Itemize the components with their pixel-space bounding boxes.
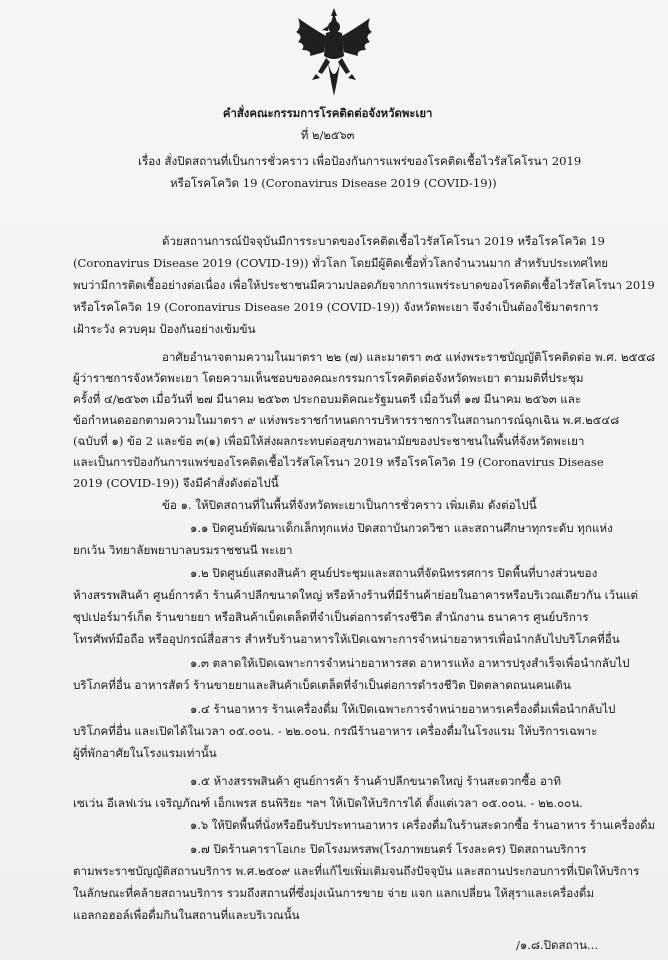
body-line: โทรศัพท์มือถือ หรืออุปกรณ์สื่อสาร สำหรับร้านอาหารให้เปิดเฉพาะการจำหน่ายอาหารเพื่อนำกลับไปบริโภคที่อื่น	[73, 632, 620, 646]
body-line: (Coronavirus Disease 2019 (COVID-19)) ทั่วโลก โดยมีผู้ติดเชื้อทั่วโลกจำนวนมาก สำหรับประเทศไทย	[73, 256, 609, 270]
body-line: ครั้งที่ ๔/๒๕๖๓ เมื่อวันที่ ๒๗ มีนาคม ๒๕๖๓ ประกอบมติคณะรัฐมนตรี เมื่อวันที่ ๑๗ มีนาคม ๒๕๖๓ และ	[73, 392, 582, 406]
clause-item: ๑.๔ ร้านอาหาร ร้านเครื่องดื่ม ให้เปิดเฉพาะการจำหน่ายอาหารเครื่องดื่มเพื่อนำกลับไป	[190, 702, 616, 716]
order-number: ที่ ๒/๒๕๖๓	[300, 128, 355, 142]
body-line: ตามพระราชบัญญัติสถานบริการ พ.ศ.๒๕๐๙ และที่แก้ไขเพิ่มเติมจนถึงปัจจุบัน และสถานประกอบการที่เปิดให้บริการ	[73, 864, 640, 878]
clause-item: ๑.๓ ตลาดให้เปิดเฉพาะการจำหน่ายอาหารสด อาหารแห้ง อาหารปรุงสำเร็จเพื่อนำกลับไป	[190, 656, 630, 670]
body-line: ผู้ที่พักอาศัยในโรงแรมเท่านั้น	[73, 746, 217, 760]
body-line: บริโภคที่อื่น และเปิดได้ในเวลา ๐๕.๐๐น. - ๒๒.๐๐น. กรณีร้านอาหาร เครื่องดื่มในโรงแรม ให้บริการเฉพาะ	[73, 724, 598, 738]
body-line: แอลกอฮอล์เพื่อดื่มกินในสถานที่และบริเวณนั้น	[73, 908, 300, 922]
body-line: เฝ้าระวัง ควบคุม ป้องกันอย่างเข้มข้น	[73, 322, 256, 336]
body-line: เซเว่น อีเลฟเว่น เจริญภัณฑ์ เอ็กเพรส ธนพิริยะ ฯลฯ ให้เปิดให้บริการได้ ตั้งแต่เวลา ๐๕.๐๐น. - ๒๒.๐๐น.	[73, 796, 583, 810]
clause-item: ๑.๕ ห้างสรรพสินค้า ศูนย์การค้า ร้านค้าปลีกขนาดใหญ่ ร้านสะดวกซื้อ อาทิ	[190, 774, 562, 788]
continuation-note: /๑.๘.ปิดสถาน...	[516, 938, 599, 952]
body-line: อาศัยอำนาจตามความในมาตรา ๒๒ (๗) และมาตรา ๓๕ แห่งพระราชบัญญัติโรคติดต่อ พ.ศ. ๒๕๕๘	[162, 350, 656, 364]
clause-item: ๑.๗ ปิดร้านคาราโอเกะ ปิดโรงมหรสพ(โรงภาพยนตร์ โรงละคร) ปิดสถานบริการ	[190, 842, 587, 856]
clause-heading: ข้อ ๑. ให้ปิดสถานที่ในพื้นที่จังหวัดพะเยาเป็นการชั่วคราว เพิ่มเติม ดังต่อไปนี้	[162, 498, 537, 512]
body-line: (ฉบับที่ ๑) ข้อ 2 และข้อ ๓(๑) เพื่อมิให้ส่งผลกระทบต่อสุขภาพอนามัยของประชาชนในพื้นที่จังหวัดพะเยา	[73, 434, 585, 448]
body-line: พบว่ามีการติดเชื้ออย่างต่อเนื่อง เพื่อให้ประชาชนมีความปลอดภัยจากการแพร่ระบาดของโรคติดเชื้อไวรัสโคโรนา 2019	[73, 278, 655, 292]
body-line: บริโภคที่อื่น อาหารสัตว์ ร้านขายยาและสินค้าเบ็ดเตล็ดที่จำเป็นต่อการดำรงชีวิต ปิดตลาดถนนคนเดิน	[73, 678, 571, 692]
body-line: และเป็นการป้องกันการแพร่ของโรคติดเชื้อไวรัสโคโรนา 2019 หรือโรคโควิด 19 (Coronavirus Disease	[73, 455, 604, 469]
body-line: 2019 (COVID-19)) จึงมีคำสั่งดังต่อไปนี้	[73, 476, 279, 490]
order-title: คำสั่งคณะกรรมการโรคติดต่อจังหวัดพะเยา	[222, 106, 433, 120]
clause-item: ๑.๖ ให้ปิดพื้นที่นั่งหรือยืนรับประทานอาหาร เครื่องดื่มในร้านสะดวกซื้อ ร้านอาหาร ร้านเครื่องดื่ม	[190, 818, 656, 832]
body-line: ข้อกำหนดออกตามความในมาตรา ๙ แห่งพระราชกำหนดการบริหารราชการในสถานการณ์ฉุกเฉิน พ.ศ.๒๕๔๘	[73, 413, 620, 427]
body-line: หรือโรคโควิด 19 (Coronavirus Disease 2019 (COVID-19)) จังหวัดพะเยา จึงจำเป็นต้องใช้มาตรการ	[73, 300, 599, 314]
clause-item: ๑.๑ ปิดศูนย์พัฒนาเด็กเล็กทุกแห่ง ปิดสถาบันกวดวิชา และสถานศึกษาทุกระดับ ทุกแห่ง	[190, 521, 613, 535]
body-line: ในลักษณะที่คล้ายสถานบริการ รวมถึงสถานที่ซึ่งมุ่งเน้นการขาย จ่าย แจก แลกเปลี่ยน ให้สุราและเครื่องดื่ม	[73, 886, 595, 900]
body-line: ห้างสรรพสินค้า ศูนย์การค้า ร้านค้าปลีกขนาดใหญ่ หรือห้างร้านที่มีร้านค้าย่อยในอาคารหรือบริเวณเดียวกัน เว้นแต่	[73, 588, 638, 602]
garuda-emblem-icon	[292, 6, 376, 98]
body-line: ยกเว้น วิทยาลัยพยาบาลบรมราชชนนี พะเยา	[73, 543, 293, 557]
subject-line-2: หรือโรคโควิด 19 (Coronavirus Disease 2019 (COVID-19))	[170, 176, 497, 190]
body-line: ด้วยสถานการณ์ปัจจุบันมีการระบาดของโรคติดเชื้อไวรัสโคโรนา 2019 หรือโรคโควิด 19	[162, 234, 605, 248]
subject-line-1: เรื่อง สั่งปิดสถานที่เป็นการชั่วคราว เพื่อป้องกันการแพร่ของโรคติดเชื้อไวรัสโคโรนา 2019	[138, 154, 582, 168]
body-line: ซุปเปอร์มาร์เก็ต ร้านขายยา หรือสินค้าเบ็ดเตล็ดที่จำเป็นต่อการดำรงชีวิต สำนักงาน ธนาคาร ศูนย์บริการ	[73, 610, 589, 624]
body-line: ผู้ว่าราชการจังหวัดพะเยา โดยความเห็นชอบของคณะกรรมการโรคติดต่อจังหวัดพะเยา ตามมติที่ประชุม	[73, 371, 584, 385]
clause-item: ๑.๒ ปิดศูนย์แสดงสินค้า ศูนย์ประชุมและสถานที่จัดนิทรรศการ ปิดพื้นที่บางส่วนของ	[190, 566, 598, 580]
